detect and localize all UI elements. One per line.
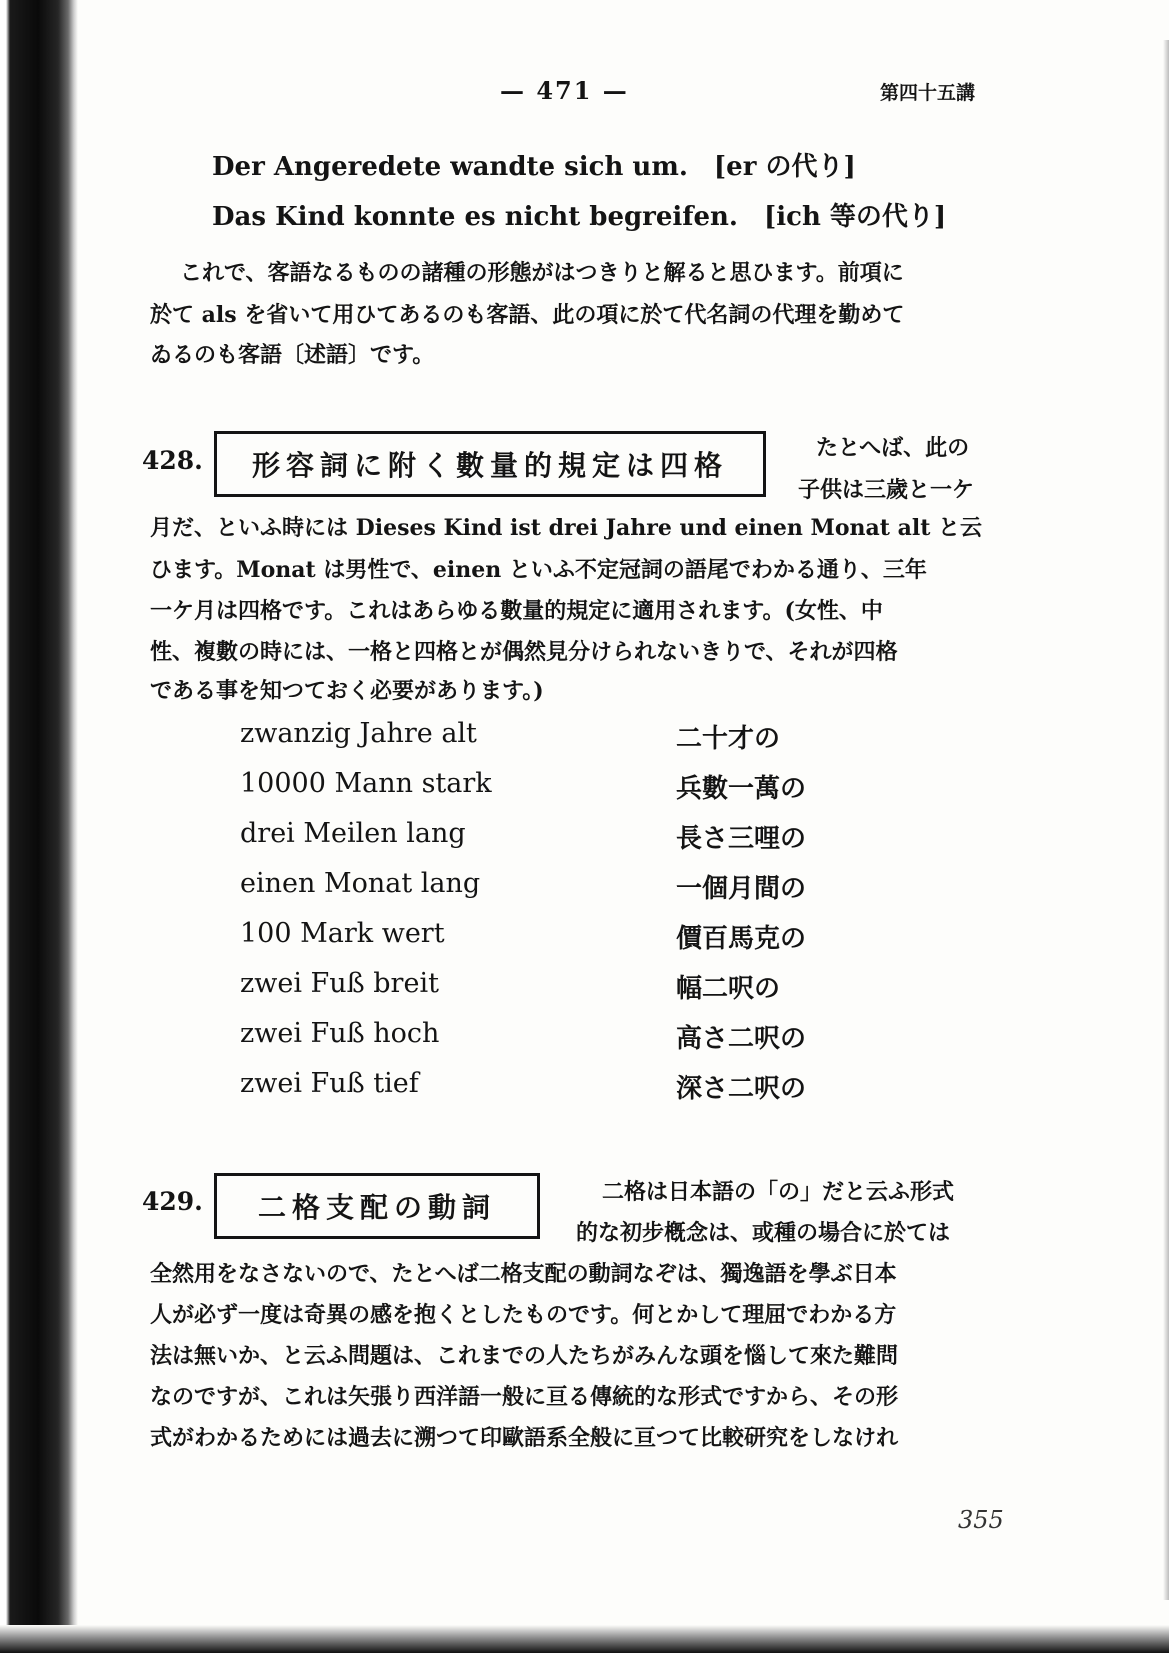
section-428-number: 428. (142, 446, 203, 475)
example-de: zwei Fuß hoch (240, 1018, 440, 1049)
section-428-side-1: たとへば、此の (816, 435, 970, 461)
section-429-number: 429. (142, 1187, 203, 1216)
example-de: zwei Fuß breit (240, 968, 439, 999)
example-de: 100 Mark wert (240, 918, 445, 949)
section-429-line-1: 全然用をなさないので、たとへば二格支配の動詞なぞは、獨逸語を學ぶ日本 (150, 1261, 897, 1287)
example-de: zwanzig Jahre alt (240, 718, 477, 749)
section-429-side-2: 的な初步槪念は、或種の場合に於ては (576, 1220, 951, 1246)
section-428-title-box (214, 431, 766, 497)
section-428-line-4: 性、複數の時には、一格と四格とが偶然見分けられないきりで、それが四格 (150, 639, 898, 665)
intro-line-2: 於て als を省いて用ひてあるのも客語、此の項に於て代名詞の代理を勤めて (150, 302, 905, 328)
folio-page-number: 355 (958, 1506, 1004, 1534)
section-429-side-1: 二格は日本語の「の」だと云ふ形式 (602, 1179, 955, 1205)
section-428-line-5: である事を知つておく必要があります。) (150, 678, 544, 704)
example-de: drei Meilen lang (240, 818, 466, 849)
section-429-line-4: なのですが、これは矢張り西洋語一般に亘る傳統的な形式ですから、その形 (150, 1384, 899, 1410)
example-sentence-1: Der Angeredete wandte sich um. [er の代り] (212, 152, 856, 182)
section-428-title: 形容詞に附く數量的規定は四格 (251, 449, 728, 482)
example-ja: 幅二呎の (676, 974, 781, 1004)
section-429-line-2: 人が必ず一度は奇異の感を抱くとしたものです。何とかして理屈でわかる方 (150, 1302, 897, 1328)
example-de: einen Monat lang (240, 868, 481, 899)
example-ja: 二十才の (676, 724, 781, 754)
page-right-edge (1163, 40, 1169, 1600)
page-bottom-shadow (0, 1625, 1169, 1653)
section-429-line-5: 式がわかるためには過去に溯つて印歐語系全般に亘つて比較研究をしなけれ (150, 1425, 899, 1451)
example-ja: 一個月間の (676, 874, 807, 904)
section-428-line-1: 月だ、といふ時には Dieses Kind ist drei Jahre und einen Monat alt と云 (150, 515, 983, 541)
intro-line-1: これで、客語なるものの諸種の形態がはつきりと解ると思ひます。前項に (180, 260, 904, 286)
example-ja: 長さ三哩の (676, 824, 807, 854)
example-ja: 兵數一萬の (676, 774, 807, 804)
example-ja: 高さ二呎の (676, 1024, 807, 1054)
section-429-title: 二格支配の動詞 (257, 1191, 496, 1224)
book-spine-shadow (0, 0, 78, 1653)
section-429-title-box (214, 1173, 540, 1239)
section-429-line-3: 法は無いか、と云ふ問題は、これまでの人たちがみんな頭を惱して來た難問 (150, 1343, 899, 1369)
example-sentence-2: Das Kind konnte es nicht begreifen. [ich 等の代り] (212, 202, 947, 232)
example-ja: 深さ二呎の (676, 1074, 807, 1104)
section-428-side-2: 子供は三歲と一ケ (798, 477, 975, 503)
page-number-header: — 471 — (500, 76, 629, 105)
intro-line-3: ゐるのも客語〔述語〕です。 (150, 342, 435, 368)
example-de: zwei Fuß tief (240, 1068, 419, 1099)
chapter-heading: 第四十五講 (880, 82, 976, 104)
section-428-line-2: ひます。Monat は男性で、einen といふ不定冠詞の語尾でわかる通り、三年 (150, 557, 927, 583)
section-428-line-3: 一ケ月は四格です。これはあらゆる數量的規定に適用されます。(女性、中 (150, 598, 883, 624)
example-de: 10000 Mann stark (240, 768, 492, 799)
example-ja: 價百馬克の (676, 924, 807, 954)
